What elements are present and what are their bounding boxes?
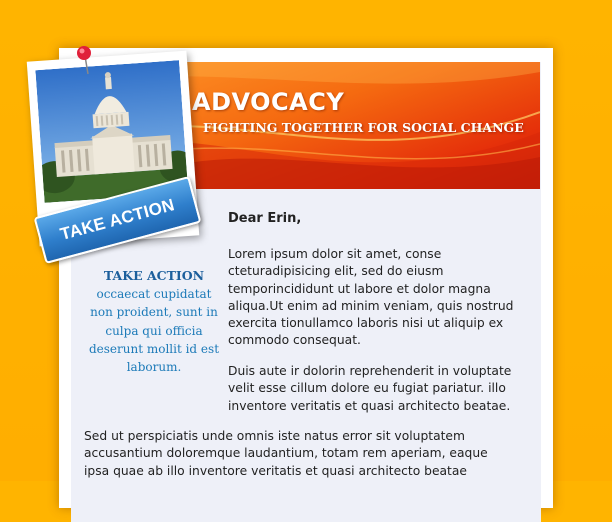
letter-content [228,210,538,413]
sidebar-call-to-action [84,266,224,376]
letter-paragraph-1: Lorem ipsum dolor sit amet, conse cteturadipisicing elit, sed do eiusm temporincididunt ut labore et dolor magna aliqua.Ut enim ad minim veniam, quis nostrud exercita tionullamco laboris nisi ut aliquip ex commodo consequat. [228,247,514,348]
sidebar-title: TAKE ACTION [103,268,205,283]
banner-subtitle: FIGHTING TOGETHER FOR SOCIAL CHANGE [203,120,524,135]
letter-paragraph-3: Sed ut perspiciatis unde omnis iste natus error sit voluptatem accusantium doloremque laudantium, totam rem aperiam, eaque ipsa quae ab illo inventore veritatis et quasi architecto beatae [84,429,488,478]
take-action-button[interactable]: TAKE ACTION [34,176,202,264]
letter-paragraph-2: Duis aute ir dolorin reprehenderit in voluptate velit esse cillum dolore eu fugiat pariatur. illo inventore veritatis et quasi architecto beatae. [228,364,512,413]
sidebar-text: occaecat cupidatat non proident, sunt in culpa qui officia deserunt mollit id est laborum. [88,287,220,375]
banner-title: ADVOCACY [192,88,345,116]
letter-greeting: Dear Erin, [228,211,302,226]
push-pin-icon [75,44,95,76]
